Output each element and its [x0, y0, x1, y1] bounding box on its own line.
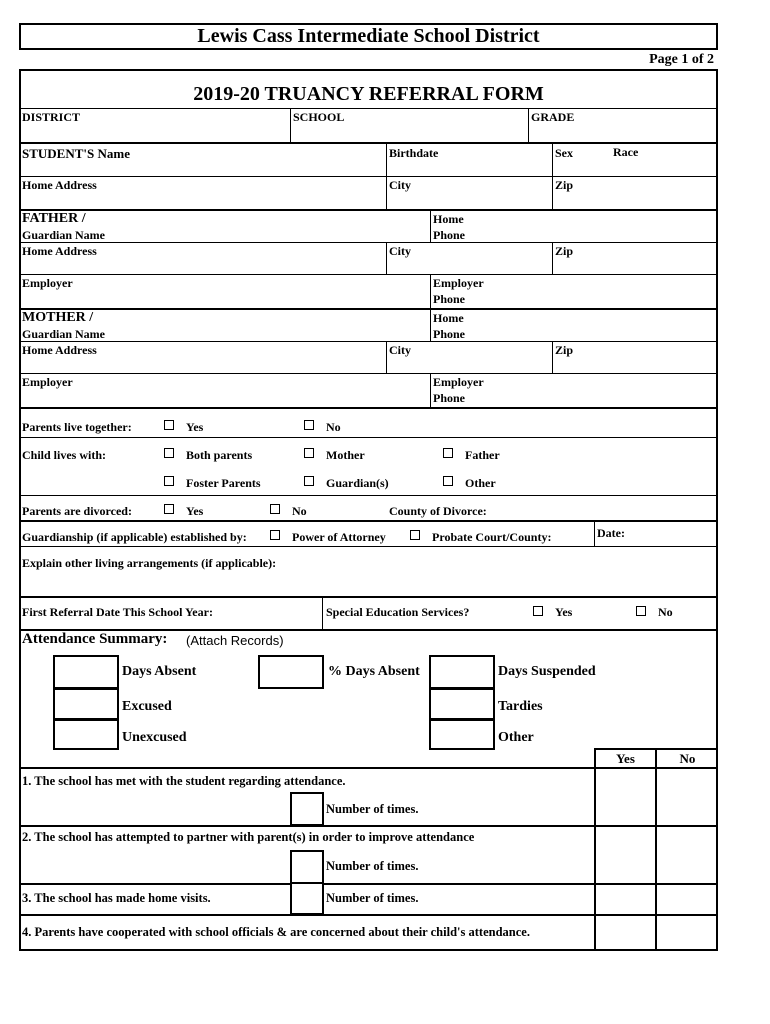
- grade-label: GRADE: [531, 110, 575, 124]
- no-column-header: No: [679, 751, 696, 766]
- q1-times-label: Number of times.: [326, 802, 419, 816]
- father-zip-label: Zip: [555, 244, 574, 258]
- father-address-label: Home Address: [22, 244, 97, 258]
- explain-label: Explain other living arrangements (if applicable):: [22, 556, 277, 570]
- divider: [528, 108, 529, 142]
- yes-column-header: Yes: [616, 751, 635, 766]
- child-lives-label: Child lives with:: [22, 448, 107, 462]
- county-divorce-label: County of Divorce:: [389, 504, 487, 518]
- divider: [552, 242, 553, 274]
- parents-together-no-checkbox[interactable]: [304, 420, 314, 430]
- question-2: 2. The school has attempted to partner with parent(s) in order to improve attendance: [22, 830, 475, 844]
- other-label: Other: [465, 476, 496, 490]
- divider: [19, 495, 718, 496]
- mother-employer-phone-label: Employer: [433, 375, 484, 389]
- days-absent-box[interactable]: [53, 655, 119, 689]
- divider: [19, 341, 718, 342]
- q3-times-label: Number of times.: [326, 891, 419, 905]
- guardians-checkbox[interactable]: [304, 476, 314, 486]
- mother-zip-label: Zip: [555, 343, 574, 357]
- q2-times-box[interactable]: [290, 850, 324, 884]
- father-employer-phone-label-2: Phone: [433, 292, 466, 306]
- q1-times-box[interactable]: [290, 792, 324, 826]
- both-parents-label: Both parents: [186, 448, 253, 462]
- divider: [19, 596, 718, 598]
- father-home-label: Home: [433, 212, 464, 226]
- parents-together-no-label: No: [326, 420, 341, 434]
- mother-employer-label: Employer: [22, 375, 73, 389]
- special-ed-no-checkbox[interactable]: [636, 606, 646, 616]
- divider: [19, 767, 718, 769]
- sex-label: Sex: [555, 146, 573, 160]
- parents-together-label: Parents live together:: [22, 420, 132, 434]
- birthdate-label: Birthdate: [389, 146, 439, 160]
- student-city-label: City: [389, 178, 411, 192]
- tardies-box[interactable]: [429, 688, 495, 720]
- page-label: Page 1 of 2: [649, 52, 714, 67]
- divider: [19, 308, 718, 310]
- parents-divorced-label: Parents are divorced:: [22, 504, 132, 518]
- mother-guardian-label: Guardian Name: [22, 327, 106, 341]
- days-suspended-label: Days Suspended: [498, 664, 596, 679]
- father-checkbox[interactable]: [443, 448, 453, 458]
- question-4: 4. Parents have cooperated with school officials & are concerned about their child's attendance.: [22, 925, 530, 939]
- divider: [19, 883, 718, 885]
- divider: [19, 242, 718, 243]
- father-employer-label: Employer: [22, 276, 73, 290]
- special-ed-no-label: No: [658, 605, 673, 619]
- date-label: Date:: [597, 526, 625, 540]
- divorced-yes-label: Yes: [186, 504, 204, 518]
- power-attorney-checkbox[interactable]: [270, 530, 280, 540]
- divorced-yes-checkbox[interactable]: [164, 504, 174, 514]
- father-label: FATHER /: [22, 211, 86, 226]
- divider: [290, 108, 291, 142]
- unexcused-box[interactable]: [53, 719, 119, 750]
- divider: [430, 209, 431, 242]
- divider: [19, 373, 718, 374]
- divider: [19, 209, 718, 211]
- mother-employer-phone-label-2: Phone: [433, 391, 466, 405]
- divider: [19, 274, 718, 275]
- divider: [19, 437, 718, 438]
- both-parents-checkbox[interactable]: [164, 448, 174, 458]
- father-employer-phone-label: Employer: [433, 276, 484, 290]
- foster-parents-checkbox[interactable]: [164, 476, 174, 486]
- days-suspended-box[interactable]: [429, 655, 495, 689]
- father-phone-label: Phone: [433, 228, 466, 242]
- divider: [430, 308, 431, 341]
- q3-times-box[interactable]: [290, 882, 324, 915]
- mother-city-label: City: [389, 343, 411, 357]
- divider: [19, 520, 718, 522]
- parents-together-yes-checkbox[interactable]: [164, 420, 174, 430]
- district-label: DISTRICT: [22, 110, 81, 124]
- divider: [19, 407, 718, 409]
- special-ed-yes-checkbox[interactable]: [533, 606, 543, 616]
- excused-label: Excused: [122, 699, 172, 714]
- divider: [594, 748, 718, 750]
- divorced-no-label: No: [292, 504, 307, 518]
- mother-checkbox[interactable]: [304, 448, 314, 458]
- father-option-label: Father: [465, 448, 500, 462]
- divider: [19, 142, 718, 144]
- divider: [594, 748, 596, 951]
- mother-phone-label: Phone: [433, 327, 466, 341]
- special-ed-label: Special Education Services?: [326, 605, 470, 619]
- divider: [386, 242, 387, 274]
- divider: [430, 373, 431, 407]
- days-absent-label: Days Absent: [122, 664, 197, 679]
- student-name-label: STUDENT'S Name: [22, 146, 130, 161]
- attach-records-label: (Attach Records): [186, 633, 284, 648]
- other-box[interactable]: [429, 719, 495, 750]
- divider: [19, 546, 718, 547]
- divider: [594, 520, 595, 546]
- divider: [19, 914, 718, 916]
- probate-label: Probate Court/County:: [432, 530, 552, 544]
- special-ed-yes-label: Yes: [555, 605, 573, 619]
- divider: [322, 596, 323, 629]
- guardians-label: Guardian(s): [326, 476, 389, 490]
- divider: [552, 341, 553, 373]
- divorced-no-checkbox[interactable]: [270, 504, 280, 514]
- pct-days-absent-box[interactable]: [258, 655, 324, 689]
- divider: [386, 341, 387, 373]
- q2-times-label: Number of times.: [326, 859, 419, 873]
- other-attendance-label: Other: [498, 730, 534, 745]
- foster-parents-label: Foster Parents: [186, 476, 261, 490]
- mother-label: MOTHER /: [22, 310, 94, 325]
- mother-option-label: Mother: [326, 448, 365, 462]
- divider: [19, 108, 718, 109]
- father-guardian-label: Guardian Name: [22, 228, 106, 242]
- mother-address-label: Home Address: [22, 343, 97, 357]
- first-referral-label: First Referral Date This School Year:: [22, 605, 213, 619]
- pct-days-absent-label: % Days Absent: [328, 664, 420, 679]
- divider: [655, 748, 657, 951]
- question-3: 3. The school has made home visits.: [22, 891, 211, 905]
- divider: [19, 176, 718, 177]
- father-city-label: City: [389, 244, 411, 258]
- excused-box[interactable]: [53, 688, 119, 720]
- mother-home-label: Home: [433, 311, 464, 325]
- other-checkbox[interactable]: [443, 476, 453, 486]
- student-zip-label: Zip: [555, 178, 574, 192]
- race-label: Race: [613, 145, 639, 159]
- district-name: Lewis Cass Intermediate School District: [197, 25, 540, 47]
- divider: [19, 825, 718, 827]
- student-address-label: Home Address: [22, 178, 97, 192]
- power-attorney-label: Power of Attorney: [292, 530, 386, 544]
- attendance-heading: Attendance Summary:: [22, 631, 168, 647]
- tardies-label: Tardies: [498, 699, 543, 714]
- parents-together-yes-label: Yes: [186, 420, 204, 434]
- form-title: 2019-20 TRUANCY REFERRAL FORM: [193, 83, 544, 105]
- guardianship-label: Guardianship (if applicable) established by:: [22, 530, 247, 544]
- question-1: 1. The school has met with the student regarding attendance.: [22, 774, 346, 788]
- probate-checkbox[interactable]: [410, 530, 420, 540]
- school-label: SCHOOL: [293, 110, 345, 124]
- unexcused-label: Unexcused: [122, 730, 187, 745]
- divider: [430, 274, 431, 308]
